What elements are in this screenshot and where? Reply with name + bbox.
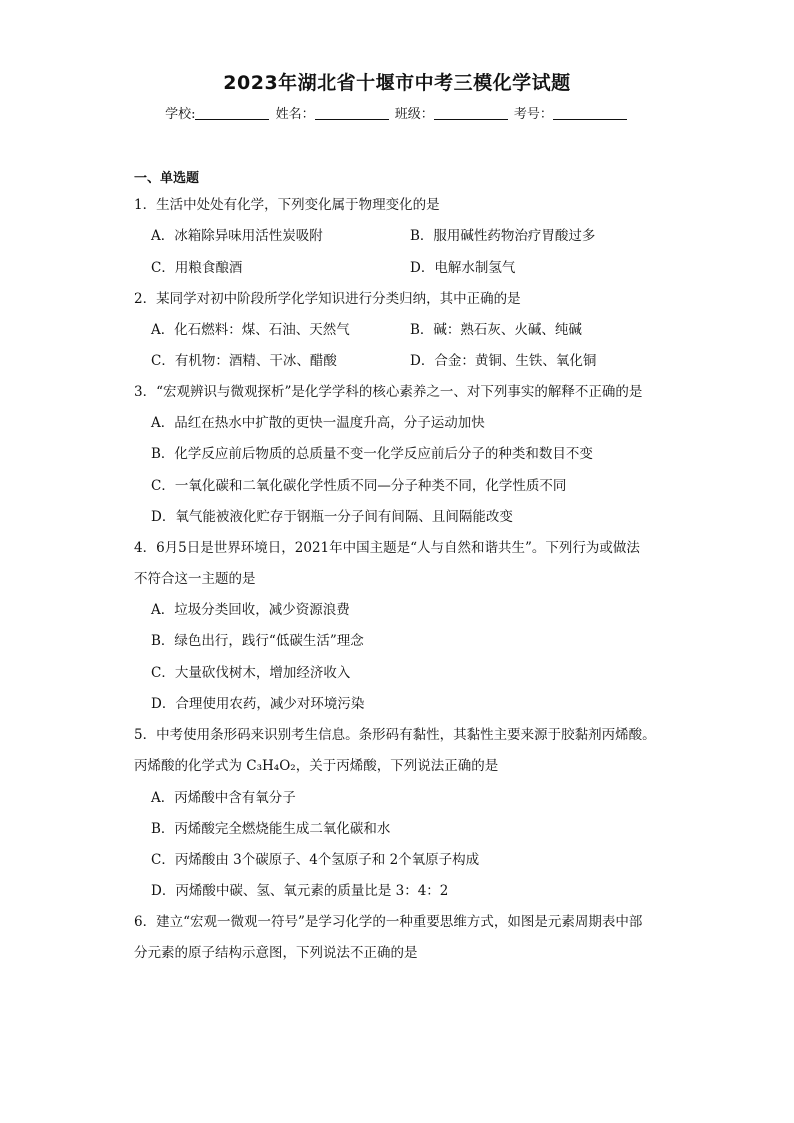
question-4-option-b: B．绿色出行，践行“低碳生活”理念 xyxy=(151,633,364,649)
exam-no-blank[interactable] xyxy=(553,107,627,120)
question-4-option-c: C．大量砍伐树木，增加经济收入 xyxy=(151,665,351,681)
name-blank[interactable] xyxy=(315,107,389,120)
question-1-option-c: C．用粮食酿酒 xyxy=(151,260,243,276)
question-4-option-d: D．合理使用农药，减少对环境污染 xyxy=(151,696,365,712)
name-label: 姓名： xyxy=(275,107,315,122)
school-blank[interactable] xyxy=(195,107,269,120)
page-title: 2023年湖北省十堰市中考三模化学试题 xyxy=(223,72,571,94)
question-4-stem-line-2: 不符合这一主题的是 xyxy=(134,571,256,587)
question-4-option-a: A．垃圾分类回收，减少资源浪费 xyxy=(151,602,350,618)
question-2-stem: 2．某同学对初中阶段所学化学知识进行分类归纳，其中正确的是 xyxy=(134,291,521,307)
question-5-option-d: D．丙烯酸中碳、氢、氧元素的质量比是 3：4：2 xyxy=(151,883,449,899)
question-3-option-c: C．一氧化碳和二氧化碳化学性质不同—分子种类不同，化学性质不同 xyxy=(151,478,567,494)
question-5-option-c: C．丙烯酸由 3个碳原子、4个氢原子和 2个氧原子构成 xyxy=(151,852,480,868)
question-5-stem-line-1: 5．中考使用条形码来识别考生信息。条形码有黏性，其黏性主要来源于胶黏剂丙烯酸。 xyxy=(134,727,656,743)
question-1-stem: 1．生活中处处有化学，下列变化属于物理变化的是 xyxy=(134,197,440,213)
question-2-option-c: C．有机物：酒精、干冰、醋酸 xyxy=(151,353,337,369)
question-1-option-d: D．电解水制氢气 xyxy=(410,260,516,276)
question-4-stem-line-1: 4．6月5日是世界环境日，2021年中国主题是“人与自然和谐共生”。下列行为或做法 xyxy=(134,540,640,556)
class-label: 班级： xyxy=(394,107,434,122)
question-6-stem-line-1: 6．建立“宏观一微观一符号”是学习化学的一种重要思维方式，如图是元素周期表中部 xyxy=(134,914,643,930)
question-5-option-a: A．丙烯酸中含有氧分子 xyxy=(151,790,296,806)
class-blank[interactable] xyxy=(434,107,508,120)
school-label: 学校: xyxy=(165,107,196,122)
question-1-option-a: A．冰箱除异味用活性炭吸附 xyxy=(151,228,323,244)
question-3-option-d: D．氧气能被液化贮存于钢瓶一分子间有间隔、且间隔能改变 xyxy=(151,509,513,525)
question-5-option-b: B．丙烯酸完全燃烧能生成二氧化碳和水 xyxy=(151,821,391,837)
question-2-option-a: A．化石燃料：煤、石油、天然气 xyxy=(151,322,350,338)
question-3-option-b: B．化学反应前后物质的总质量不变一化学反应前后分子的种类和数目不变 xyxy=(151,446,593,462)
student-info-line xyxy=(0,103,794,122)
question-3-stem: 3．“宏观辨识与微观探析”是化学学科的核心素养之一、对下列事实的解释不正确的是 xyxy=(134,384,643,400)
question-3-option-a: A．品红在热水中扩散的更快一温度升高，分子运动加快 xyxy=(151,415,485,431)
question-1-option-b: B．服用碱性药物治疗胃酸过多 xyxy=(410,228,596,244)
section-heading: 一、单选题 xyxy=(134,171,200,186)
question-2-option-b: B．碱：熟石灰、火碱、纯碱 xyxy=(410,322,582,338)
question-5-stem-line-2: 丙烯酸的化学式为 C₃H₄O₂，关于丙烯酸，下列说法正确的是 xyxy=(134,758,499,774)
question-6-stem-line-2: 分元素的原子结构示意图，下列说法不正确的是 xyxy=(134,945,418,961)
exam-no-label: 考号： xyxy=(513,107,553,122)
question-2-option-d: D．合金：黄铜、生铁、氧化铜 xyxy=(410,353,597,369)
